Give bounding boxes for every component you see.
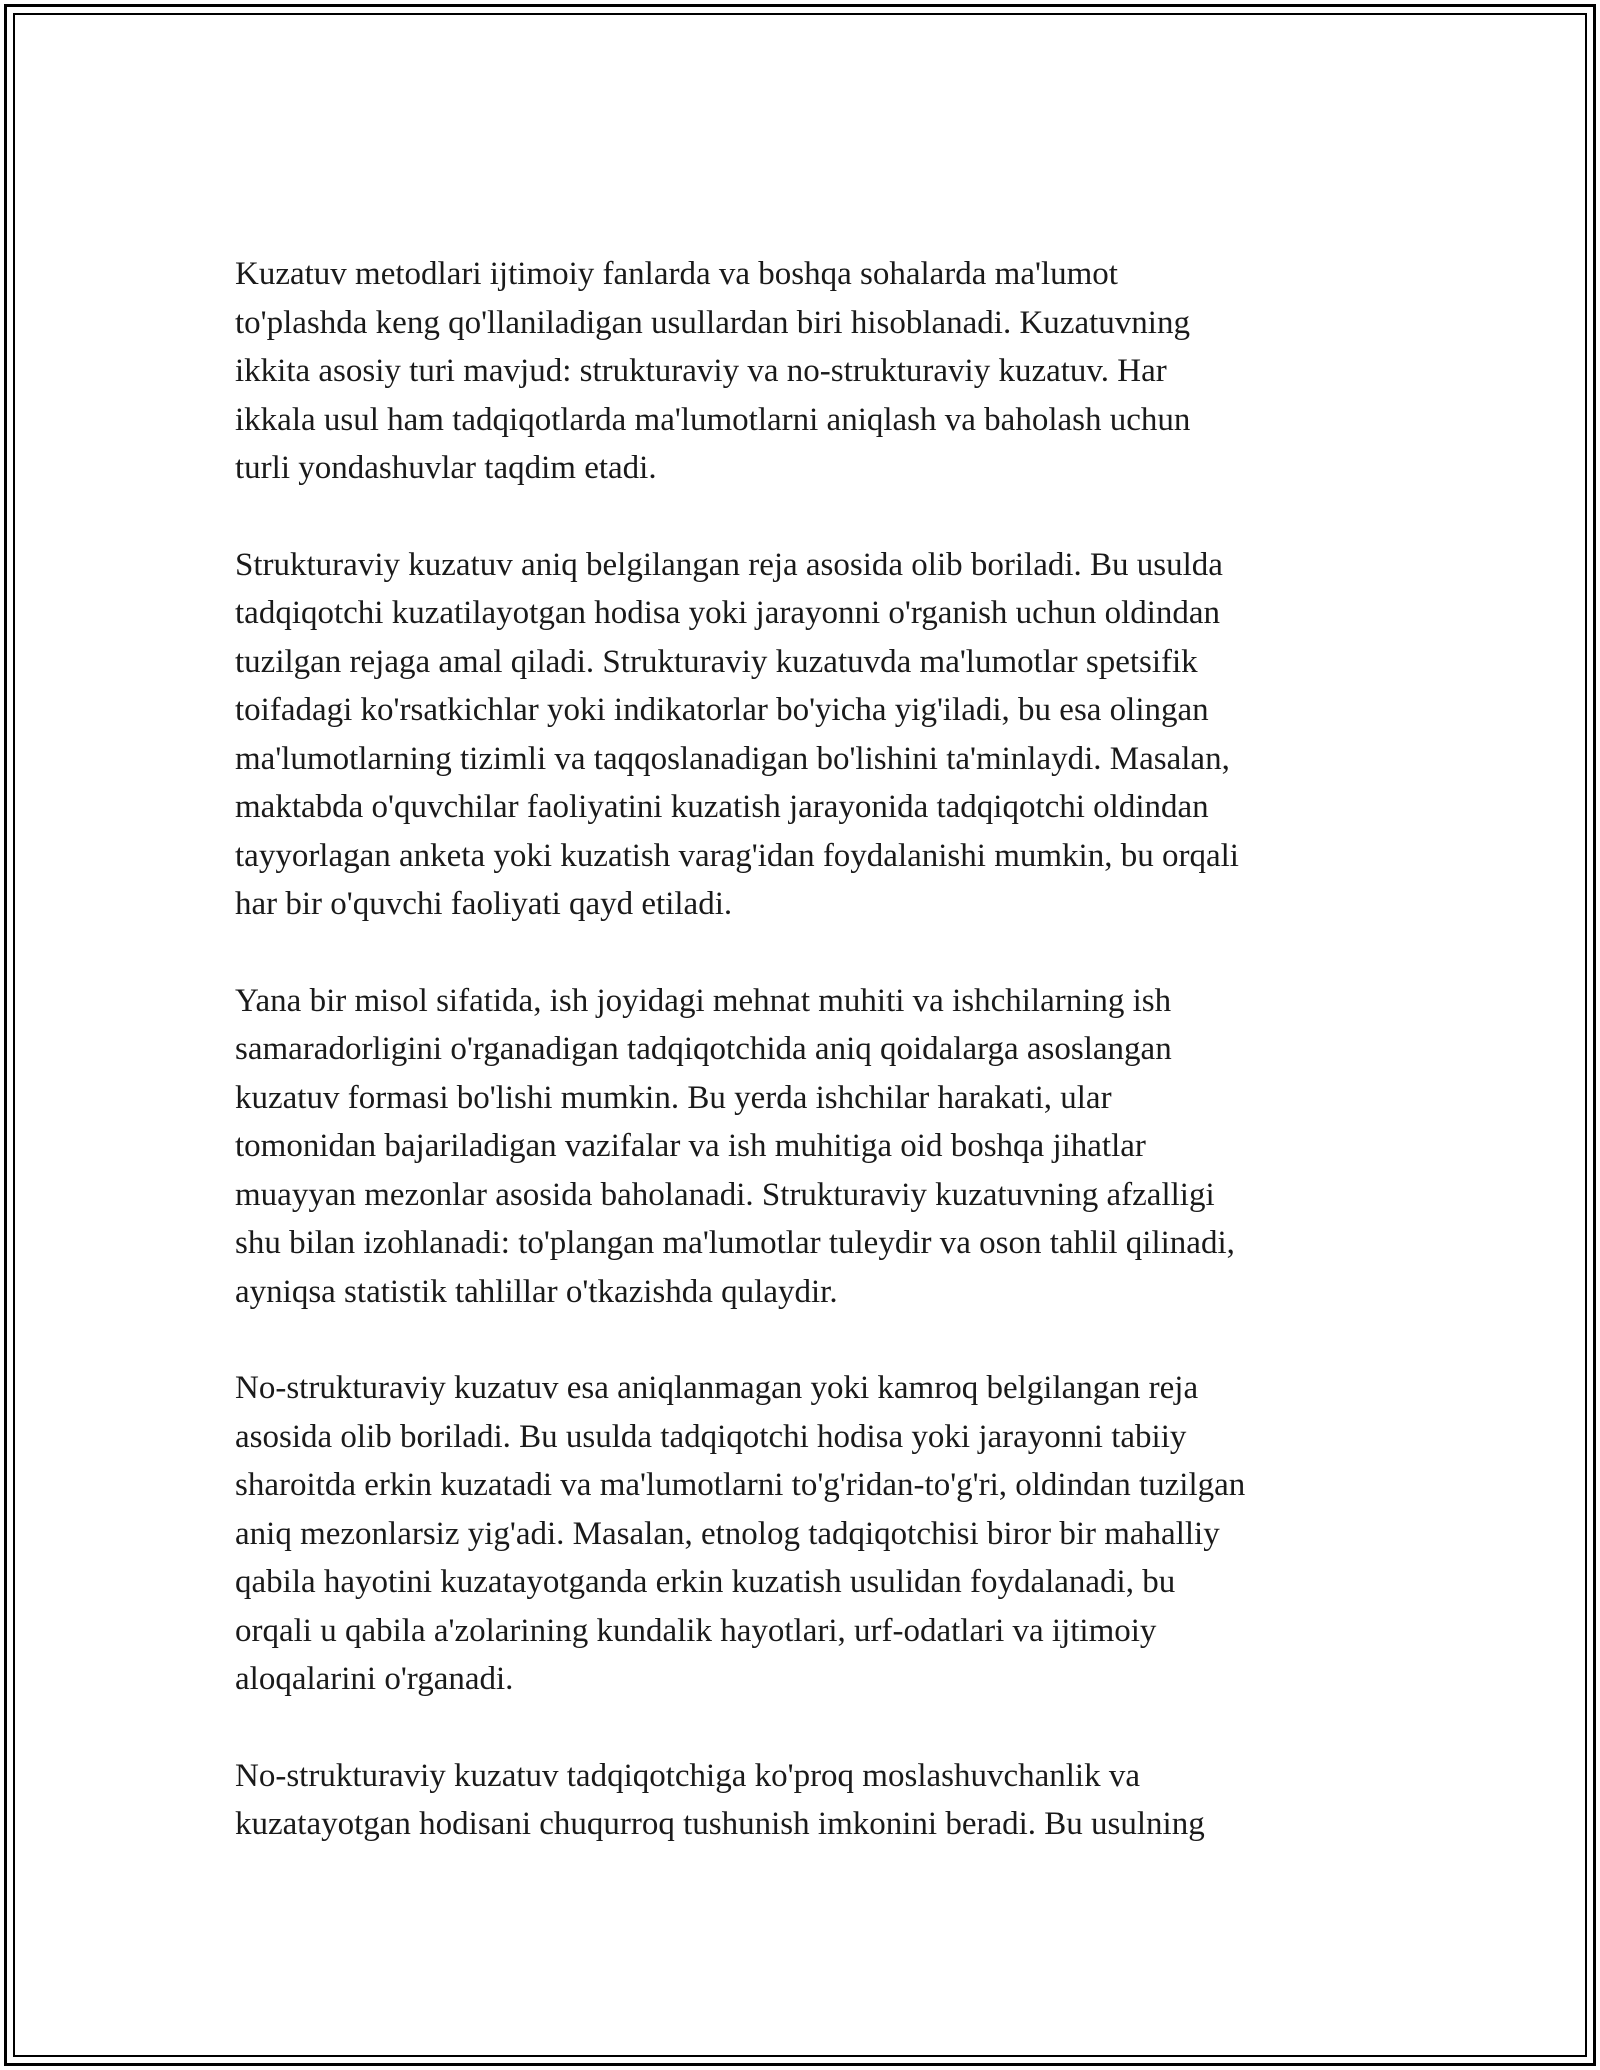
- text-line: shu bilan izohlanadi: to'plangan ma'lumotlar tuleydir va oson tahlil qilinadi,: [235, 1225, 1235, 1261]
- text-line: qabila hayotini kuzatayotganda erkin kuzatish usulidan foydalanadi, bu: [235, 1564, 1176, 1600]
- text-line: tuzilgan rejaga amal qiladi. Strukturaviy kuzatuvda ma'lumotlar spetsifik: [235, 643, 1198, 680]
- text-line: tomonidan bajariladigan vazifalar va ish muhitiga oid boshqa jihatlar: [235, 1128, 1146, 1164]
- paragraph-2: [235, 541, 1375, 929]
- text-line: kuzatuv formasi bo'lishi mumkin. Bu yerda ishchilar harakati, ular: [235, 1079, 1112, 1116]
- text-line: No-strukturaviy kuzatuv esa aniqlanmagan yoki kamroq belgilangan reja: [235, 1370, 1199, 1406]
- paragraph-4: [235, 1364, 1375, 1704]
- text-line: ikkita asosiy turi mavjud: strukturaviy va no-strukturaviy kuzatuv. Har: [235, 353, 1167, 389]
- text-line: tadqiqotchi kuzatilayotgan hodisa yoki jarayonni o'rganish uchun oldindan: [235, 595, 1221, 631]
- text-line: Strukturaviy kuzatuv aniq belgilangan reja asosida olib boriladi. Bu usulda: [235, 546, 1223, 583]
- text-line: Kuzatuv metodlari ijtimoiy fanlarda va boshqa sohalarda ma'lumot: [235, 256, 1118, 292]
- text-line: maktabda o'quvchilar faoliyatini kuzatish jarayonida tadqiqotchi oldindan: [235, 789, 1209, 825]
- paragraph-1: [235, 250, 1375, 493]
- text-line: muayyan mezonlar asosida baholanadi. Strukturaviy kuzatuvning afzalligi: [235, 1176, 1215, 1213]
- text-line: aniq mezonlarsiz yig'adi. Masalan, etnolog tadqiqotchisi biror bir mahalliy: [235, 1515, 1220, 1552]
- text-line: ayniqsa statistik tahlillar o'tkazishda qulaydir.: [235, 1273, 838, 1310]
- text-line: kuzatayotgan hodisani chuqurroq tushunish imkonini beradi. Bu usulning: [235, 1806, 1205, 1842]
- text-line: asosida olib boriladi. Bu usulda tadqiqotchi hodisa yoki jarayonni tabiiy: [235, 1418, 1187, 1455]
- text-line: toifadagi ko'rsatkichlar yoki indikatorlar bo'yicha yig'iladi, bu esa olingan: [235, 692, 1209, 728]
- paragraph-3: [235, 977, 1375, 1317]
- text-line: samaradorligini o'rganadigan tadqiqotchida aniq qoidalarga asoslangan: [235, 1031, 1172, 1067]
- text-line: to'plashda keng qo'llaniladigan usullardan biri hisoblanadi. Kuzatuvning: [235, 304, 1190, 341]
- text-line: Yana bir misol sifatida, ish joyidagi mehnat muhiti va ishchilarning ish: [235, 982, 1172, 1019]
- text-line: ma'lumotlarning tizimli va taqqoslanadigan bo'lishini ta'minlaydi. Masalan,: [235, 740, 1230, 777]
- text-line: aloqalarini o'rganadi.: [235, 1661, 514, 1697]
- text-line: ikkala usul ham tadqiqotlarda ma'lumotlarni aniqlash va baholash uchun: [235, 401, 1191, 438]
- text-line: orqali u qabila a'zolarining kundalik hayotlari, urf-odatlari va ijtimoiy: [235, 1612, 1157, 1649]
- document-body: [235, 250, 1375, 1897]
- text-line: No-strukturaviy kuzatuv tadqiqotchiga ko'proq moslashuvchanlik va: [235, 1757, 1141, 1794]
- text-line: har bir o'quvchi faoliyati qayd etiladi.: [235, 886, 733, 922]
- text-line: tayyorlagan anketa yoki kuzatish varag'idan foydalanishi mumkin, bu orqali: [235, 837, 1239, 874]
- text-line: turli yondashuvlar taqdim etadi.: [235, 450, 657, 486]
- text-line: sharoitda erkin kuzatadi va ma'lumotlarni to'g'ridan-to'g'ri, oldindan tuzilgan: [235, 1467, 1246, 1503]
- paragraph-5: [235, 1752, 1375, 1849]
